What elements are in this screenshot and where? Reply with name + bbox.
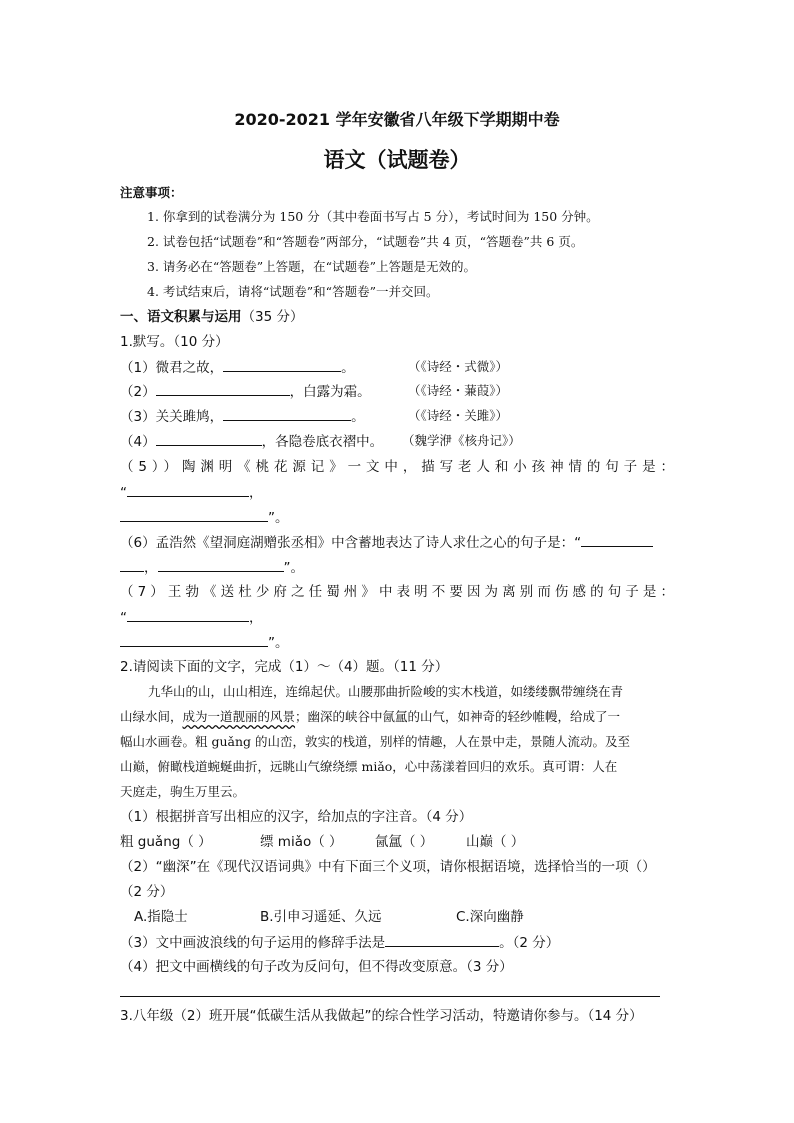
q1-line-4 xyxy=(120,431,383,452)
line-text: “ xyxy=(120,610,127,626)
q2-sub-3 xyxy=(120,932,559,953)
section-heading xyxy=(120,307,303,327)
exam-title: 2020-2021 学年安徽省八年级下学期期中卷 xyxy=(234,110,560,129)
passage-line: 幅山水画卷。粗 guǎng 的山峦，敦实的栈道，别样的情趣，人在景中走，景随人流动。及至 xyxy=(120,734,631,749)
notes-item: 2. 试卷包括“试题卷”和“答题卷”两部分，“试题卷”共 4 页，“答题卷”共 6 页。 xyxy=(147,234,584,249)
option-a[interactable]: A.指隐士 xyxy=(134,909,188,925)
question-1-title: 1.默写。（10 分） xyxy=(120,334,229,350)
q1-line-6 xyxy=(120,532,653,553)
passage-line: 九华山的山，山山相连，连绵起伏。山腰那曲折险峻的实木栈道，如缕缕飘带缠绕在青 xyxy=(148,684,624,699)
line-text: （3）关关雎鸠， xyxy=(120,409,224,425)
line-text: 。 xyxy=(341,360,355,376)
option-c[interactable]: C.深向幽静 xyxy=(456,909,524,925)
line-text: ， xyxy=(144,560,158,576)
answer-blank[interactable] xyxy=(120,557,144,572)
q1-source-1: （《诗经・式微》） xyxy=(408,359,509,374)
answer-blank[interactable] xyxy=(385,932,499,947)
passage-line xyxy=(120,707,620,727)
line-text: （3）文中画波浪线的句子运用的修辞手法是 xyxy=(120,935,386,951)
answer-blank[interactable] xyxy=(127,607,249,622)
line-text: ， xyxy=(249,485,263,501)
answer-blank[interactable] xyxy=(120,507,268,522)
notes-item: 4. 考试结束后，请将“试题卷”和“答题卷”一并交回。 xyxy=(147,284,439,299)
answer-blank[interactable] xyxy=(120,632,268,647)
q1-line-2 xyxy=(120,381,371,402)
q1-source-4: （魏学洢《核舟记》） xyxy=(402,433,521,448)
q1-line-7-answer-2 xyxy=(120,632,289,653)
answer-blank[interactable] xyxy=(156,381,290,396)
section-title: 一、语文积累与运用 xyxy=(120,309,242,325)
q2-sub-2: （2）“幽深”在《现代汉语词典》中有下面三个义项，请你根据语境，选择恰当的一项（） xyxy=(120,859,656,875)
answer-blank[interactable] xyxy=(223,357,341,372)
q1-line-5-answer xyxy=(120,482,263,503)
option-b[interactable]: B.引申习遥延、久远 xyxy=(260,909,382,925)
q1-line-5: （5））陶渊明《桃花源记》一文中，描写老人和小孩神情的句子是： xyxy=(120,459,674,475)
line-text: （1）微君之故， xyxy=(120,360,224,376)
answer-blank[interactable] xyxy=(223,406,351,421)
line-text: “ xyxy=(120,485,127,501)
q2-sub-4: （4）把文中画横线的句子改为反问句，但不得改变原意。（3 分） xyxy=(120,959,513,975)
line-text: （4） xyxy=(120,434,156,450)
answer-line[interactable] xyxy=(120,996,660,997)
pinyin-item: 缥 miǎo（ ） xyxy=(260,834,343,850)
passage-text: ；幽深的峡谷中氤氲的山气，如神奇的轻纱帷幔，给成了一 xyxy=(295,709,621,724)
q1-line-3 xyxy=(120,406,365,427)
line-text: ”。 xyxy=(268,635,289,651)
notes-item: 1. 你拿到的试卷满分为 150 分（其中卷面书写占 5 分），考试时间为 150 分钟。 xyxy=(147,209,599,224)
answer-blank[interactable] xyxy=(581,532,653,547)
notes-item: 3. 请务必在“答题卷”上答题，在“试题卷”上答题是无效的。 xyxy=(147,259,476,274)
line-text: 。（2 分） xyxy=(499,935,560,951)
wavy-underlined-sentence: 成为一道靓丽的风景 xyxy=(182,709,296,724)
q1-line-6-answer xyxy=(120,557,304,578)
passage-text: 山绿水间， xyxy=(120,709,183,724)
q1-source-2: （《诗经・蒹葭》） xyxy=(408,383,509,398)
question-3-title: 3.八年级（2）班开展“低碳生活从我做起”的综合性学习活动，特邀请你参与。（14 分） xyxy=(120,1008,643,1024)
pinyin-item: 山巅（ ） xyxy=(466,834,525,850)
passage-line: 山巅，俯瞰栈道蜿蜒曲折，远眺山气缭绕缥 miǎo，心中荡漾着回归的欢乐。真可谓：人在 xyxy=(120,759,618,774)
exam-subtitle: 语文（试题卷） xyxy=(323,148,471,172)
answer-blank[interactable] xyxy=(156,431,262,446)
q1-line-5-answer-2 xyxy=(120,507,289,528)
line-text: ，白露为霜。 xyxy=(289,384,371,400)
q1-line-7-answer xyxy=(120,607,263,628)
line-text: （2） xyxy=(120,384,156,400)
pinyin-item: 粗 guǎng（ ） xyxy=(120,834,212,850)
q2-sub-2-points: （2 分） xyxy=(120,884,174,900)
line-text: ， xyxy=(249,610,263,626)
line-text: ”。 xyxy=(268,510,289,526)
q1-line-1 xyxy=(120,357,355,378)
passage-line: 天庭走，驹生万里云。 xyxy=(120,784,246,799)
question-2-title: 2.请阅读下面的文字，完成（1）～（4）题。（11 分） xyxy=(120,659,449,675)
line-text: ”。 xyxy=(283,560,304,576)
q1-source-3: （《诗经・关雎》） xyxy=(408,408,509,423)
answer-blank[interactable] xyxy=(158,557,284,572)
q2-sub-1: （1）根据拼音写出相应的汉字，给加点的字注音。（4 分） xyxy=(120,809,473,825)
line-text: ，各隐卷底衣褶中。 xyxy=(261,434,384,450)
line-text: 。 xyxy=(351,409,365,425)
q1-line-7: （7）王勃《送杜少府之任蜀州》中表明不要因为离别而伤感的句子是： xyxy=(120,584,674,600)
notes-heading: 注意事项： xyxy=(120,185,183,200)
line-text: （6）孟浩然《望洞庭湖赠张丞相》中含蓄地表达了诗人求仕之心的句子是：“ xyxy=(120,535,582,551)
pinyin-item: 氤氲（ ） xyxy=(375,834,434,850)
answer-blank[interactable] xyxy=(127,482,249,497)
section-points: （35 分） xyxy=(241,309,304,325)
